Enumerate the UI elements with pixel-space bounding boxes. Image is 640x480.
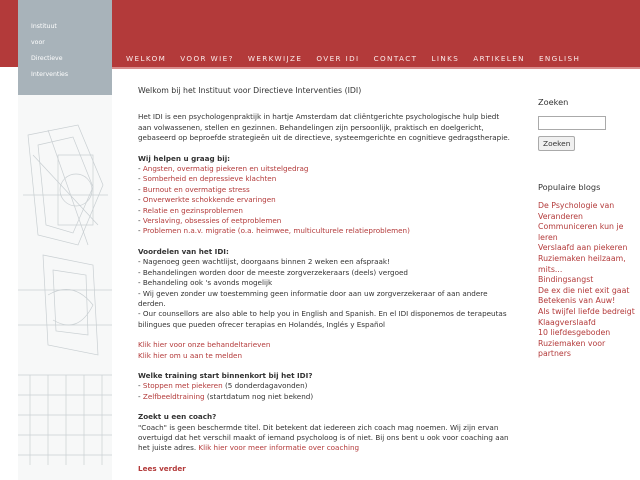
coach-heading: Zoekt u een coach? xyxy=(138,412,217,422)
help-item-link[interactable]: Onverwerkte schokkende ervaringen xyxy=(142,195,276,205)
help-item-link[interactable]: Problemen n.a.v. migratie (o.a. heimwee, multiculturele relatieproblemen) xyxy=(142,226,410,236)
help-item-link[interactable]: Relatie en gezinsproblemen xyxy=(142,205,243,215)
coach-paragraph xyxy=(138,423,510,454)
nav-underline xyxy=(112,67,640,69)
read-more-link[interactable]: Lees verder xyxy=(138,463,186,473)
benefits-section xyxy=(138,247,510,330)
help-item: - Problemen n.a.v. migratie (o.a. heimwee, multiculturele relatieproblemen) xyxy=(138,226,410,236)
blog-link[interactable]: Ruziemaken voor partners xyxy=(538,338,606,359)
architectural-sketch-image xyxy=(18,95,112,480)
nav-over-idi[interactable]: OVER IDI xyxy=(316,54,360,63)
benefit-item: - Behandeling ook 's avonds mogelijk xyxy=(138,278,273,288)
benefit-item: - Our counsellors are also able to help you in English and Spanish. En el IDI disponemos de terapeutas bilingues que pueden ofrecer terapias en Holandés, Inglés y Español xyxy=(138,309,507,329)
blog-link[interactable]: Ruziemaken heilzaam, mits... xyxy=(538,253,626,274)
blog-link[interactable]: Bindingsangst xyxy=(538,275,594,285)
help-item-link[interactable]: Somberheid en depressieve klachten xyxy=(142,174,277,184)
help-item-link[interactable]: Angsten, overmatig piekeren en uitstelgedrag xyxy=(142,164,309,174)
help-item-link[interactable]: Burnout en overmatige stress xyxy=(142,184,250,194)
coach-text: "Coach" is geen beschermde titel. Dit betekent dat iedereen zich coach mag noemen. Wij zijn ervan overtuigd dat het verschil maakt of iemand psycholoog is of niet. Bij ons bent u ook voor coaching aan het juiste adres. xyxy=(138,422,509,453)
main-nav xyxy=(112,50,580,67)
search-title: Zoeken xyxy=(538,97,569,107)
page-title: Welkom bij het Instituut voor Directieve Interventies (IDI) xyxy=(138,86,362,95)
blog-link[interactable]: 10 liefdesgeboden xyxy=(538,328,611,338)
blog-link[interactable]: Klaagverslaafd xyxy=(538,317,596,327)
blog-link[interactable]: De Psychologie van Veranderen xyxy=(538,201,615,221)
cta-links xyxy=(138,340,510,361)
nav-links[interactable]: LINKS xyxy=(431,54,460,63)
training-item: - Zelfbeeldtraining (startdatum nog niet bekend) xyxy=(138,391,314,401)
search-button[interactable]: Zoeken xyxy=(538,136,575,151)
blog-link[interactable]: Als twijfel liefde bedreigt xyxy=(538,306,635,316)
benefit-item: - Behandelingen worden door de meeste zorgverzekeraars (deels) vergoed xyxy=(138,267,408,277)
training-link[interactable]: Zelfbeeldtraining xyxy=(142,391,205,401)
training-heading: Welke training start binnenkort bij het IDI? xyxy=(138,370,313,380)
training-detail: (startdatum nog niet bekend) xyxy=(204,391,314,401)
help-heading: Wij helpen u graag bij: xyxy=(138,153,231,163)
blog-link[interactable]: Betekenis van Auw! xyxy=(538,296,616,306)
rates-link[interactable]: Klik hier voor onze behandeltarieven xyxy=(138,340,271,350)
help-section xyxy=(138,154,510,237)
training-section xyxy=(138,371,510,402)
nav-werkwijze[interactable]: WERKWIJZE xyxy=(247,54,303,63)
coach-link[interactable]: Klik hier voor meer informatie over coaching xyxy=(198,443,360,453)
nav-contact[interactable]: CONTACT xyxy=(373,54,418,63)
training-link[interactable]: Stoppen met piekeren xyxy=(142,381,223,391)
training-detail: (5 donderdagavonden) xyxy=(222,381,308,391)
help-item: - Somberheid en depressieve klachten xyxy=(138,174,277,184)
coach-section xyxy=(138,412,510,454)
help-item: - Burnout en overmatige stress xyxy=(138,184,250,194)
help-item: - Relatie en gezinsproblemen xyxy=(138,205,243,215)
intro-paragraph: Het IDI is een psychologenpraktijk in hartje Amsterdam dat cliëntgerichte psychologische hulp biedt aan volwassenen, stellen en gezinnen. Behandelingen zijn persoonlijk, praktisch en doelgericht, gebaseerd op beproefde strategieën uit de directieve, systeemgerichte en cognitieve gedragstherapie. xyxy=(138,112,510,143)
left-decorative-panel xyxy=(18,0,112,480)
nav-voor-wie[interactable]: VOOR WIE? xyxy=(180,54,234,63)
benefit-item: - Nagenoeg geen wachtlijst, doorgaans binnen 2 weken een afspraak! xyxy=(138,257,390,267)
nav-welkom[interactable]: WELKOM xyxy=(126,54,167,63)
help-item: - Verslaving, obsessies of eetproblemen xyxy=(138,216,282,226)
logo-line-1: Instituut xyxy=(31,23,57,30)
training-item: - Stoppen met piekeren (5 donderdagavonden) xyxy=(138,381,308,391)
help-item: - Angsten, overmatig piekeren en uitstelgedrag xyxy=(138,164,309,174)
sidebar xyxy=(538,97,638,360)
logo-line-3: Directieve xyxy=(31,55,63,62)
blog-link[interactable]: De ex die niet exit gaat xyxy=(538,285,630,295)
popular-blogs-title: Populaire blogs xyxy=(538,182,601,192)
logo-line-4: Interventies xyxy=(31,71,69,78)
help-item-link[interactable]: Verslaving, obsessies of eetproblemen xyxy=(142,216,282,226)
benefits-heading: Voordelen van het IDI: xyxy=(138,246,229,256)
nav-artikelen[interactable]: ARTIKELEN xyxy=(473,54,525,63)
logo-line-2: voor xyxy=(31,39,45,46)
blog-list xyxy=(538,201,638,360)
benefit-item: - Wij geven zonder uw toestemming geen informatie door aan uw zorgverzekeraar of aan andere derden. xyxy=(138,288,488,308)
signup-link[interactable]: Klik hier om u aan te melden xyxy=(138,350,243,360)
main-content xyxy=(138,86,510,474)
help-item: - Onverwerkte schokkende ervaringen xyxy=(138,195,276,205)
blog-link[interactable]: Communiceren kun je leren xyxy=(538,222,624,242)
site-logo[interactable] xyxy=(18,0,112,95)
search-input[interactable] xyxy=(538,116,606,130)
nav-english[interactable]: ENGLISH xyxy=(538,54,581,63)
blog-link[interactable]: Verslaafd aan piekeren xyxy=(538,243,628,253)
